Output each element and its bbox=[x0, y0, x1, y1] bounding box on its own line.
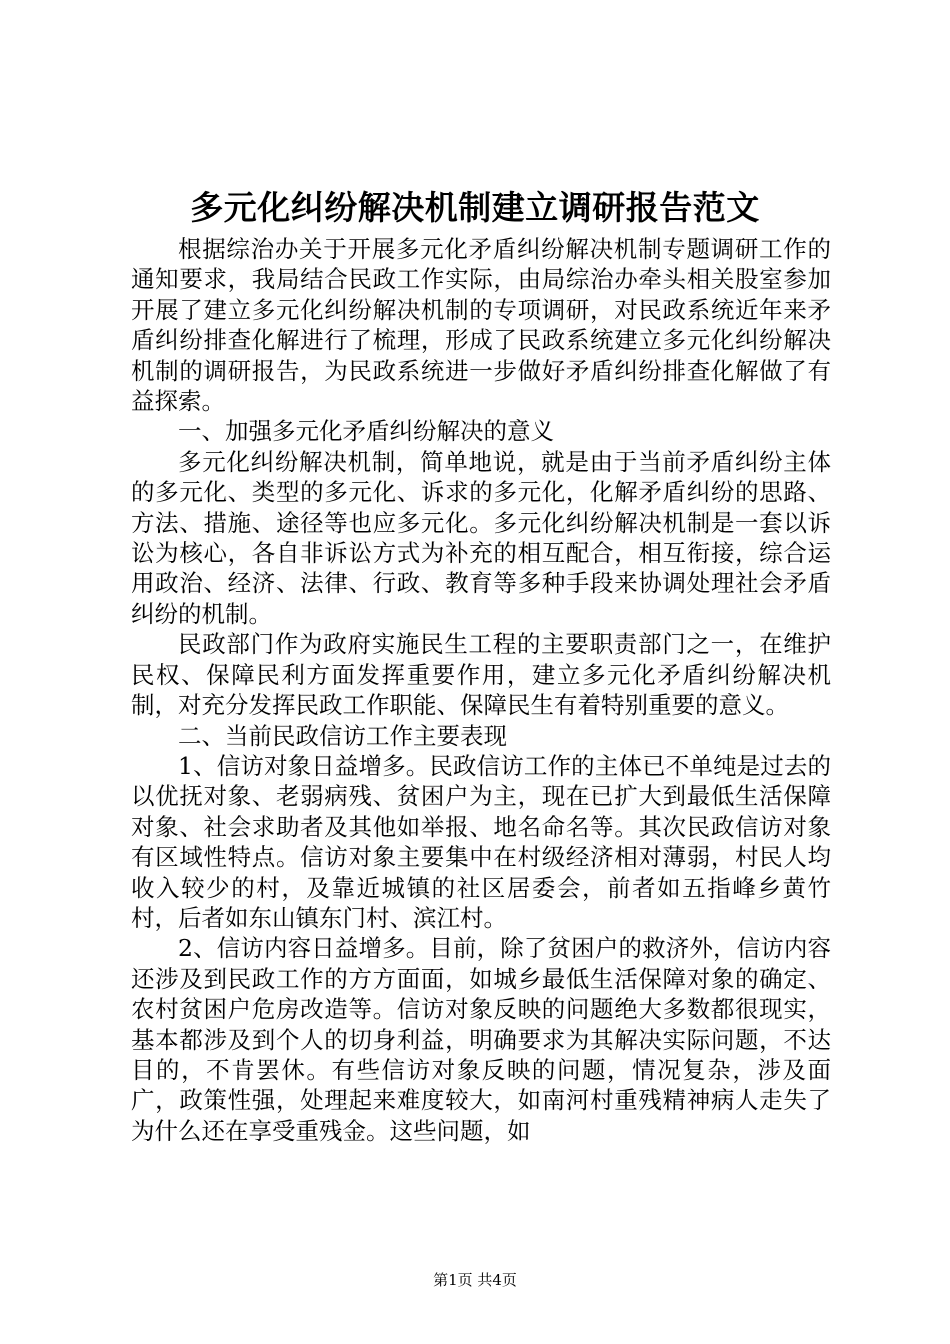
section-heading-1: 一、加强多元化矛盾纠纷解决的意义 bbox=[178, 417, 554, 446]
paragraph-definition: 多元化纠纷解决机制，简单地说，就是由于当前矛盾纠纷主体的多元化、类型的多元化、诉求的多元化，化解矛盾纠纷的思路、方法、措施、途径等也应多元化。多元化纠纷解决机制是一套以诉讼为核心，各自非诉讼方式为补充的相互配合，相互衔接，综合运用政治、经济、法律、行政、教育等多种手段来协调处理社会矛盾纠纷的机制。 bbox=[131, 447, 831, 628]
document-body bbox=[131, 234, 831, 1146]
paragraph-intro: 根据综治办关于开展多元化矛盾纠纷解决机制专题调研工作的通知要求，我局结合民政工作实际，由局综治办牵头相关股室参加开展了建立多元化纠纷解决机制的专项调研，对民政系统近年来矛盾纠纷排查化解进行了梳理，形成了民政系统建立多元化纠纷解决机制的调研报告，为民政系统进一步做好矛盾纠纷排查化解做了有益探索。 bbox=[131, 235, 831, 416]
paragraph-point-1: 1、信访对象日益增多。民政信访工作的主体已不单纯是过去的以优抚对象、老弱病残、贫困户为主，现在已扩大到最低生活保障对象、社会求助者及其他如举报、地名命名等。其次民政信访对象有区域性特点。信访对象主要集中在村级经济相对薄弱，村民人均收入较少的村，及靠近城镇的社区居委会，前者如五指峰乡黄竹村，后者如东山镇东门村、滨江村。 bbox=[131, 751, 831, 932]
paragraph-significance: 民政部门作为政府实施民生工程的主要职责部门之一，在维护民权、保障民利方面发挥重要作用，建立多元化矛盾纠纷解决机制，对充分发挥民政工作职能、保障民生有着特别重要的意义。 bbox=[131, 630, 831, 720]
section-heading-2: 二、当前民政信访工作主要表现 bbox=[178, 721, 507, 750]
paragraph-point-2: 2、信访内容日益增多。目前，除了贫困户的救济外，信访内容还涉及到民政工作的方方面面，如城乡最低生活保障对象的确定、农村贫困户危房改造等。信访对象反映的问题绝大多数都很现实，基本都涉及到个人的切身利益，明确要求为其解决实际问题，不达目的，不肯罢休。有些信访对象反映的问题，情况复杂，涉及面广，政策性强，处理起来难度较大，如南河村重残精神病人走失了为什么还在享受重残金。这些问题，如 bbox=[131, 934, 831, 1145]
document-title: 多元化纠纷解决机制建立调研报告范文 bbox=[190, 188, 760, 227]
page-number-footer: 第1页 共4页 bbox=[433, 1271, 517, 1289]
